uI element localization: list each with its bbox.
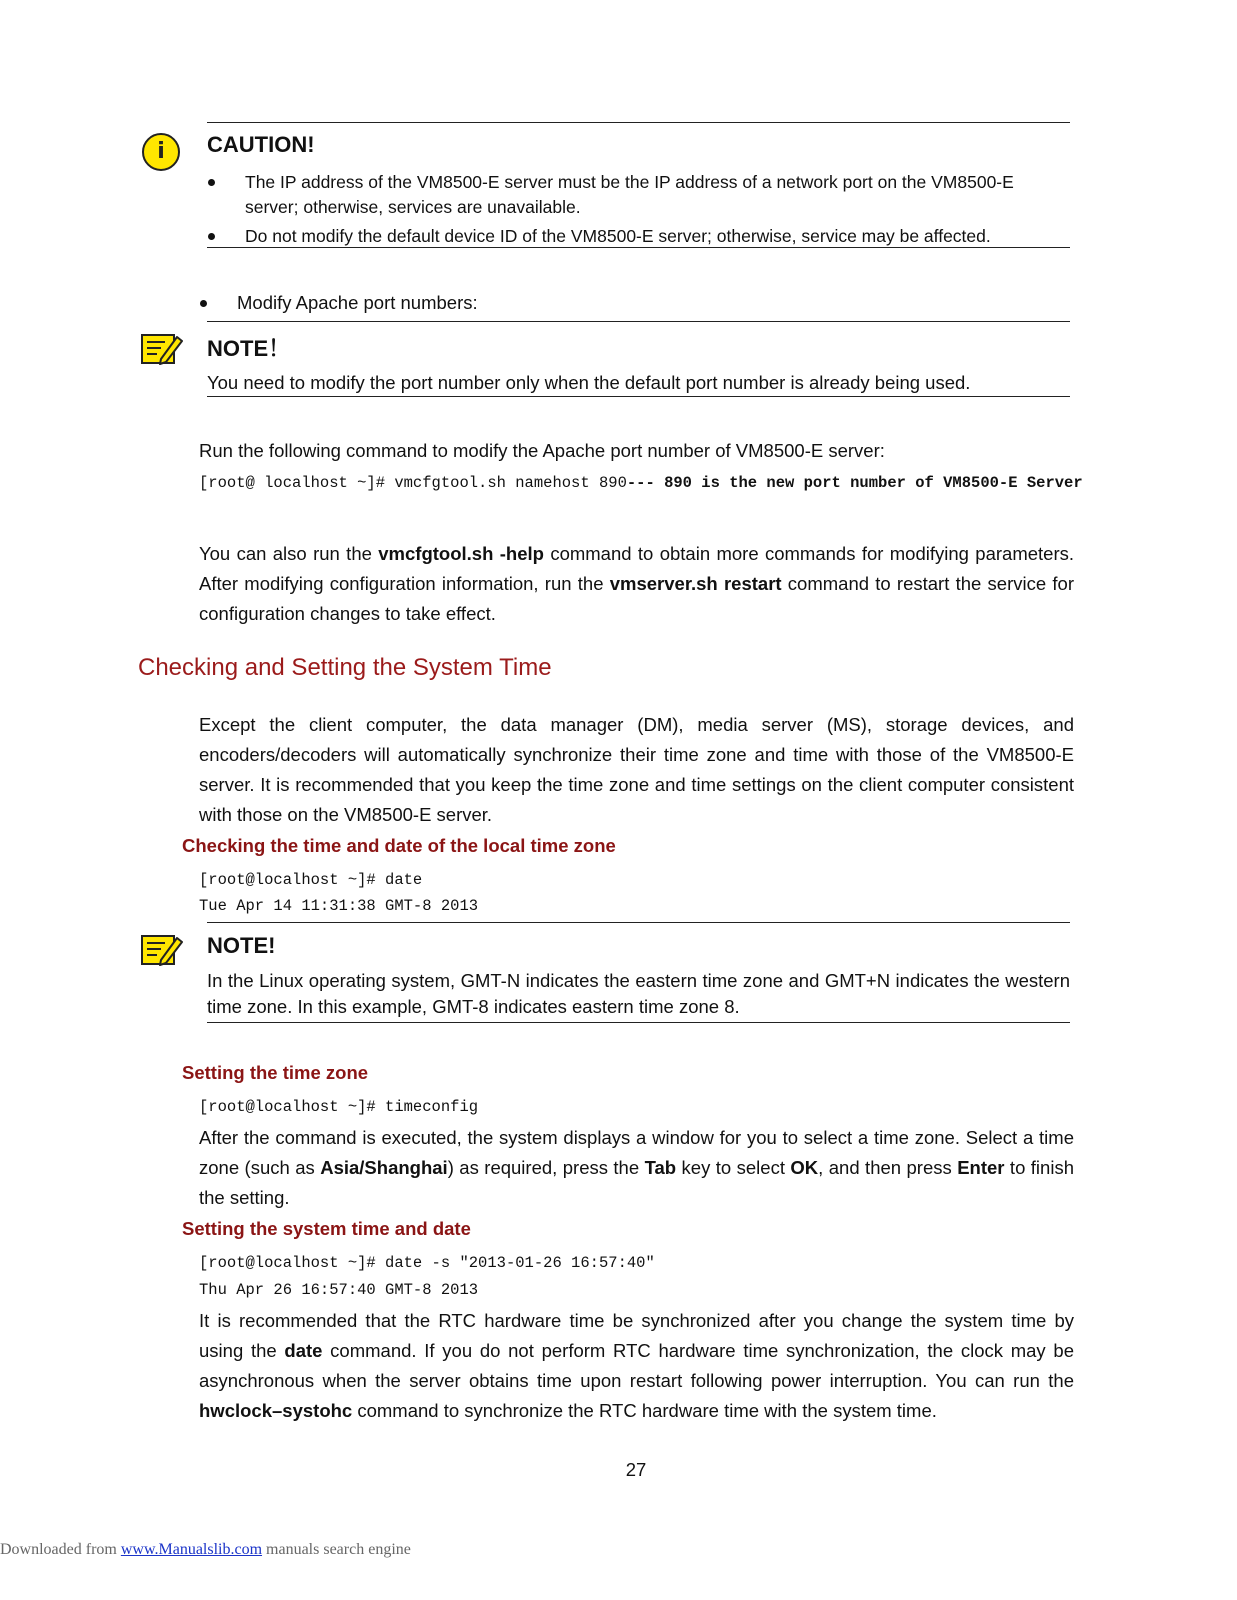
tz-text-2: ) as required, press the [447, 1157, 645, 1178]
check-output: Tue Apr 14 11:31:38 GMT-8 2013 [199, 897, 479, 915]
caution-bottom-rule [207, 247, 1070, 248]
caution-top-rule [207, 122, 1070, 123]
caution-title: CAUTION! [207, 132, 315, 157]
command-1-comment: --- 890 is the new port number of VM8500-E Server [626, 474, 1083, 492]
note2-top-rule [207, 922, 1070, 923]
tz-text-5: to finish the setting. [199, 1157, 1074, 1208]
check-heading: Checking the time and date of the local time zone [182, 835, 616, 856]
tz-example: Asia/Shanghai [320, 1157, 448, 1178]
command-1 [199, 474, 1083, 492]
note1-text: You need to modify the port number only when the default port number is already being used. [207, 372, 971, 393]
tz-text-3: key to select [676, 1157, 791, 1178]
tz-heading: Setting the time zone [182, 1062, 369, 1083]
note-pencil-icon [141, 331, 183, 365]
sys-command: [root@localhost ~]# date -s "2013-01-26 16:57:40" [199, 1254, 655, 1272]
enter-key: Enter [957, 1157, 1005, 1178]
bullet-dot [208, 179, 215, 186]
rtc-paragraph [199, 1306, 1074, 1426]
note-pencil-icon [141, 932, 183, 966]
hwclock-cmd: hwclock–systohc [199, 1400, 353, 1421]
tz-text-1: After the command is executed, the system displays a window for you to select a time zone. Select a time zone (such as [199, 1127, 1074, 1178]
run-intro: Run the following command to modify the Apache port number of VM8500-E server: [199, 440, 885, 461]
intro-paragraph: Except the client computer, the data manager (DM), media server (MS), storage devices, and encoders/decoders will automatically synchronize their time zone and time with those of the VM8500-E server. It is recommended that you keep the time zone and time settings on the client computer consistent with those on the VM8500-E server. [199, 714, 1074, 825]
section-title: Checking and Setting the System Time [138, 654, 552, 681]
help-text-2: command to obtain more commands for modifying parameters. After modifying configuration information, run the [199, 543, 1075, 594]
footer-suffix: manuals search engine [262, 1541, 411, 1558]
help-text-3: command to restart the service for configuration changes to take effect. [199, 573, 1074, 624]
note2-text: In the Linux operating system, GMT-N indicates the eastern time zone and GMT+N indicates the western time zone. In this example, GMT-8 indicates eastern time zone 8. [207, 970, 1070, 1017]
note2-title: NOTE! [207, 933, 276, 958]
check-command: [root@localhost ~]# date [199, 871, 423, 889]
sys-heading: Setting the system time and date [182, 1218, 471, 1239]
caution-item-1-cont: server; otherwise, services are unavailable. [245, 197, 581, 217]
rtc-text-1: It is recommended that the RTC hardware time be synchronized after you change the system time by using the [199, 1310, 1074, 1361]
note2-bottom-rule [207, 1022, 1070, 1023]
info-icon: i [142, 133, 180, 171]
tz-text-4: , and then press [818, 1157, 958, 1178]
tab-key: Tab [644, 1157, 677, 1178]
manualslib-link[interactable]: www.Manualslib.com [120, 1541, 263, 1558]
bullet-dot [208, 233, 215, 240]
command-1-prefix: [root@ localhost ~]# vmcfgtool.sh namehost 890 [199, 474, 627, 492]
note1-title: NOTE！ [207, 336, 291, 361]
footer-prefix: Downloaded from [0, 1541, 121, 1558]
restart-cmd: vmserver.sh restart [609, 573, 782, 594]
note1-bottom-rule [207, 396, 1070, 397]
rtc-text-2: command. If you do not perform RTC hardware time synchronization, the clock may be asynchronous when the server obtains time upon restart following power interruption. You can run the [199, 1340, 1074, 1391]
caution-item-1: The IP address of the VM8500-E server must be the IP address of a network port on the VM8500-E [245, 172, 1014, 192]
page-number: 27 [625, 1459, 647, 1480]
sys-output: Thu Apr 26 16:57:40 GMT-8 2013 [199, 1281, 479, 1299]
apache-bullet: Modify Apache port numbers: [237, 292, 478, 313]
date-cmd: date [284, 1340, 323, 1361]
tz-paragraph [199, 1123, 1074, 1213]
note1-top-rule [207, 321, 1070, 322]
bullet-dot [200, 300, 207, 307]
help-text-1: You can also run the [199, 543, 379, 564]
help-cmd: vmcfgtool.sh -help [378, 543, 544, 564]
help-paragraph [199, 539, 1074, 629]
tz-command: [root@localhost ~]# timeconfig [199, 1098, 479, 1116]
download-footer [0, 1541, 411, 1559]
ok-key: OK [790, 1157, 819, 1178]
caution-item-2: Do not modify the default device ID of the VM8500-E server; otherwise, service may be affected. [245, 226, 991, 246]
rtc-text-3: command to synchronize the RTC hardware time with the system time. [352, 1400, 937, 1421]
